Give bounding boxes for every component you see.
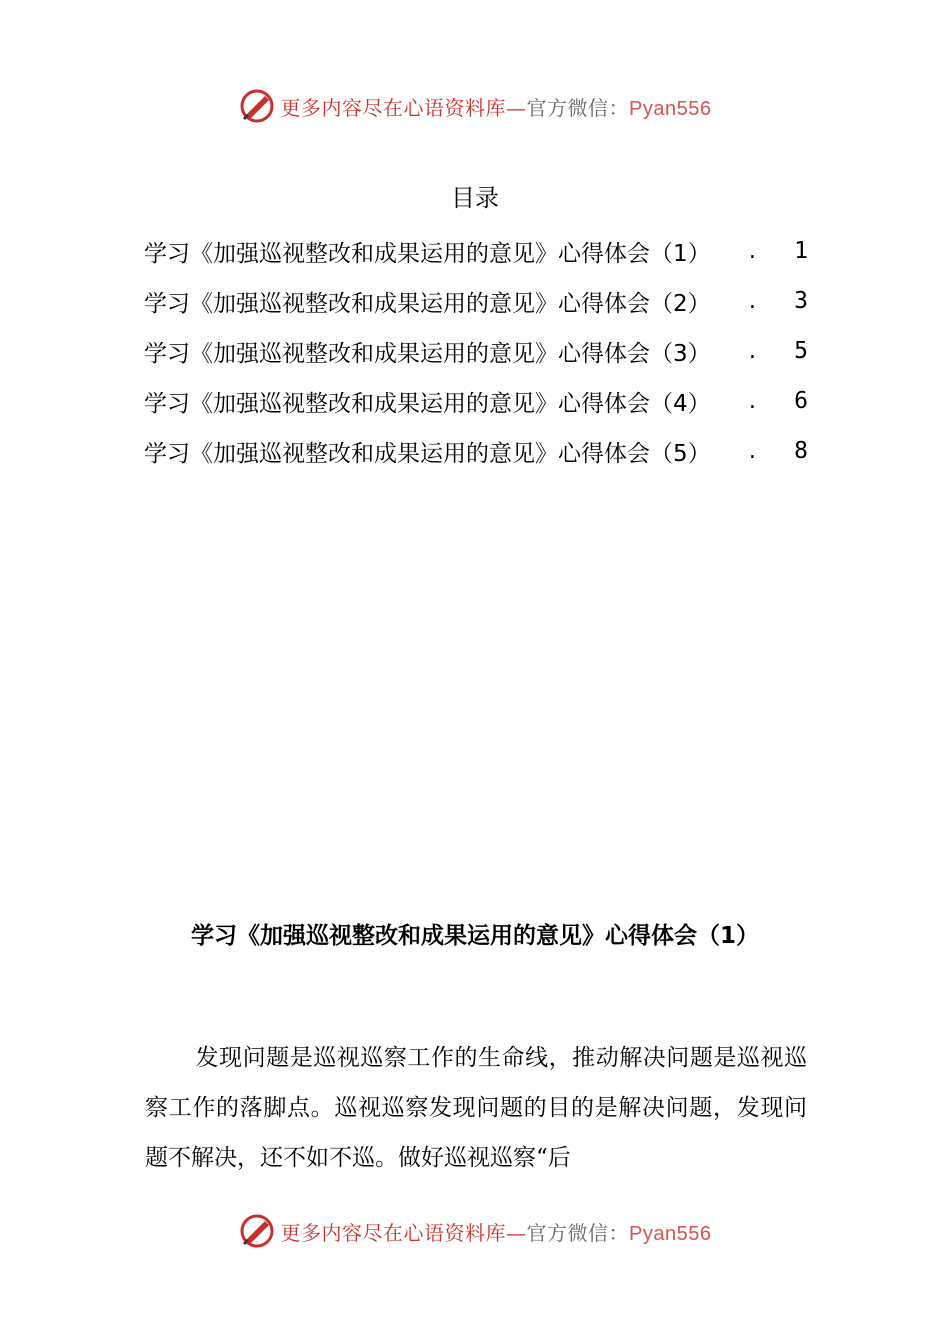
watermark-text [281, 92, 712, 121]
toc-item[interactable] [144, 326, 808, 376]
toc-item[interactable] [144, 226, 808, 276]
watermark-wechat-id: Pyan556 [629, 97, 712, 120]
toc-page-number: 5 [794, 338, 808, 364]
toc-item-label: 学习《加强巡视整改和成果运用的意见》心得体会（5） [144, 440, 711, 467]
toc-item[interactable] [144, 376, 808, 426]
pen-logo-icon [239, 88, 275, 124]
toc-leader: . [748, 438, 757, 464]
paragraph-text: 发现问题是巡视巡察工作的生命线，推动解决问题是巡视巡察工作的落脚点。巡视巡察发现问题的目的是解决问题，发现问题不解决，还不如不巡。做好巡视巡察“后 [145, 1045, 807, 1171]
table-of-contents [144, 226, 808, 476]
toc-item[interactable] [144, 276, 808, 326]
toc-page-number: 3 [794, 288, 808, 314]
pen-logo-icon [239, 1213, 275, 1249]
toc-item-label: 学习《加强巡视整改和成果运用的意见》心得体会（3） [144, 340, 711, 367]
watermark-dash: — [506, 95, 527, 120]
watermark-wechat-label: 官方微信： [526, 95, 630, 120]
header-watermark [0, 86, 950, 126]
toc-item-label: 学习《加强巡视整改和成果运用的意见》心得体会（2） [144, 290, 711, 317]
toc-page-number: 6 [794, 388, 808, 414]
watermark-wechat-id: Pyan556 [629, 1222, 712, 1245]
toc-page-number: 1 [794, 238, 808, 264]
toc-leader: . [748, 388, 757, 414]
toc-item-label: 学习《加强巡视整改和成果运用的意见》心得体会（1） [144, 240, 711, 267]
toc-item-label: 学习《加强巡视整改和成果运用的意见》心得体会（4） [144, 390, 711, 417]
toc-leader: . [748, 238, 757, 264]
body-paragraph [145, 1033, 807, 1183]
toc-leader: . [748, 338, 757, 364]
watermark-wechat-label: 官方微信： [526, 1220, 630, 1245]
toc-title: 目录 [451, 184, 499, 212]
watermark-dash: — [506, 1220, 527, 1245]
footer-watermark [0, 1211, 950, 1251]
watermark-text [281, 1217, 712, 1246]
toc-item[interactable] [144, 426, 808, 476]
watermark-brand: 更多内容尽在心语资料库 [280, 95, 507, 120]
section-heading: 学习《加强巡视整改和成果运用的意见》心得体会（1） [190, 923, 759, 949]
toc-leader: . [748, 288, 757, 314]
watermark-brand: 更多内容尽在心语资料库 [280, 1220, 507, 1245]
toc-page-number: 8 [794, 438, 808, 464]
